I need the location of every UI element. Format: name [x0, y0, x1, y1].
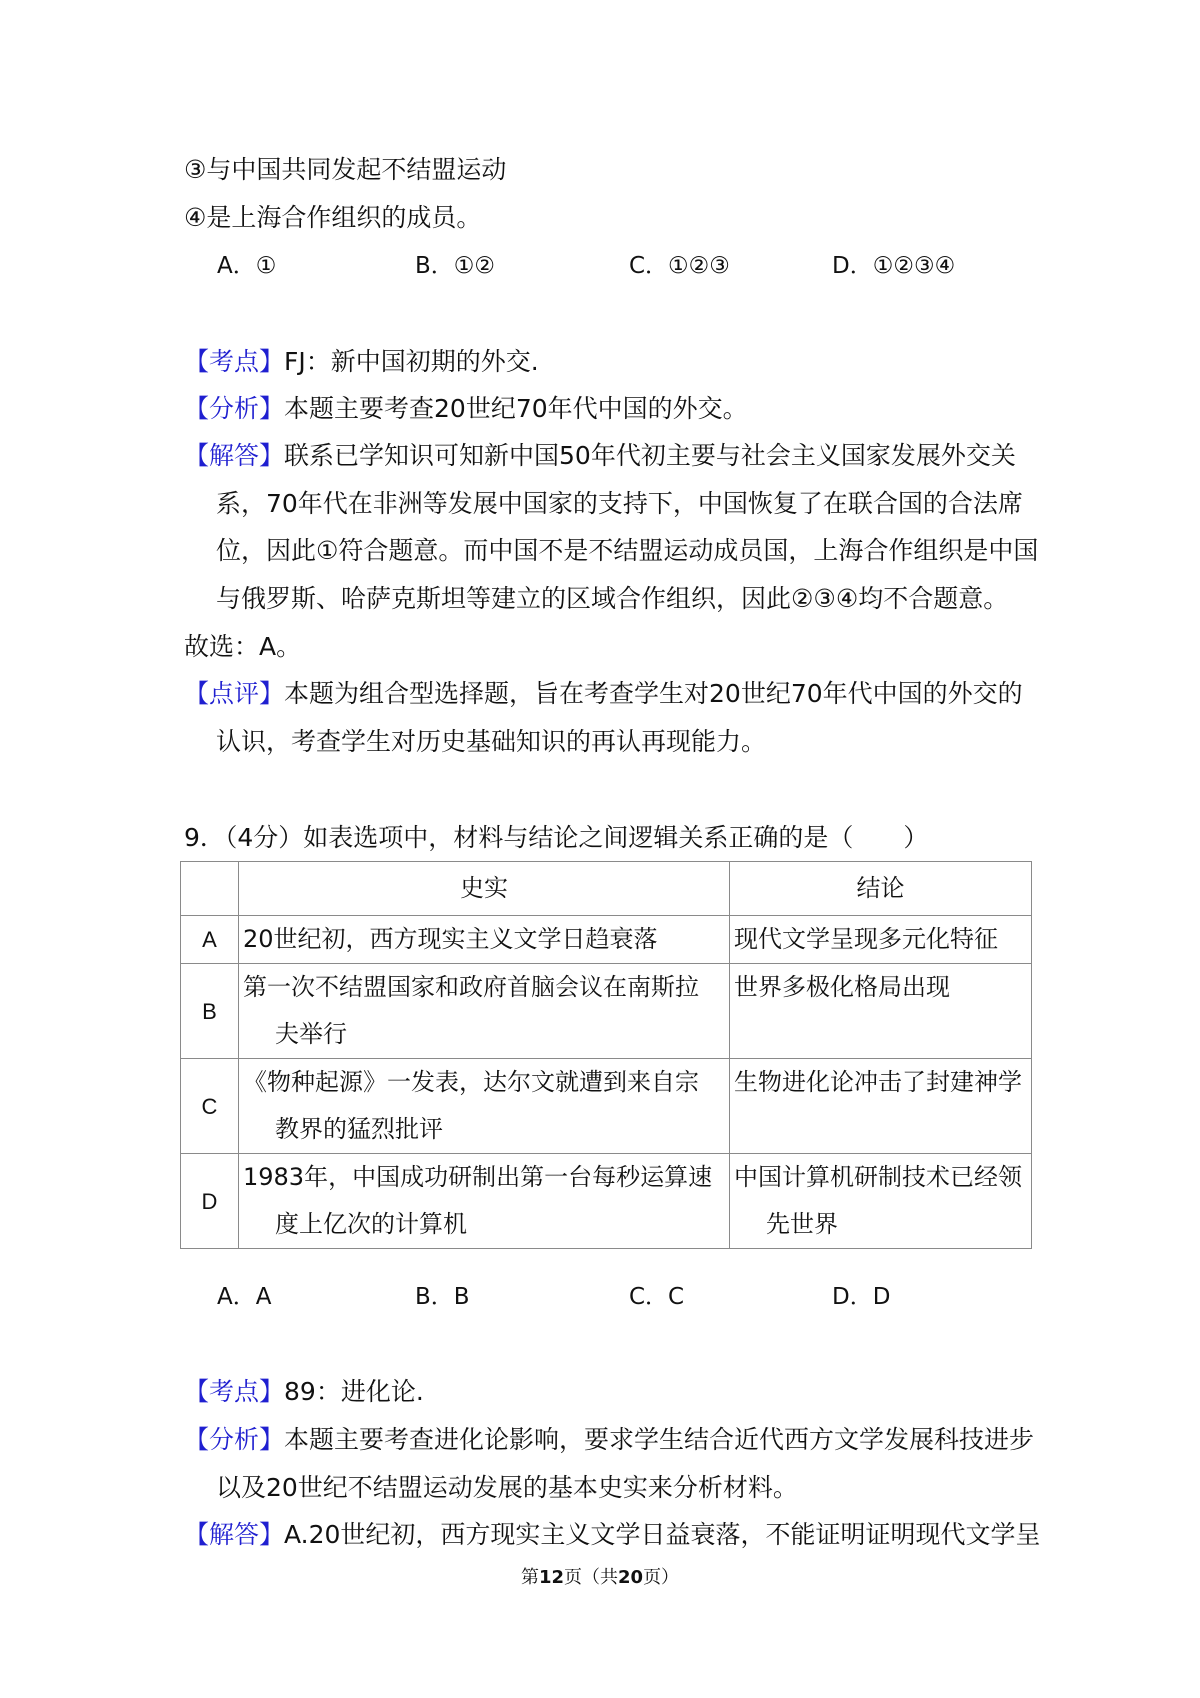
dianping-tag: 【点评】: [184, 679, 285, 708]
jieda-line-4: 与俄罗斯、哈萨克斯坦等建立的区域合作组织，因此②③④均不合题意。: [216, 584, 1009, 613]
footer-suffix: 页）: [643, 1567, 680, 1588]
row-fact: [239, 1154, 730, 1249]
row-letter: A: [181, 916, 239, 964]
fenxi-text: 本题主要考查20世纪70年代中国的外交。: [284, 394, 748, 423]
q9-option-b: B．B: [415, 1284, 470, 1310]
table-header-row: [181, 862, 1032, 916]
row-conclusion: [730, 1154, 1032, 1249]
option-a: A．①: [217, 253, 277, 279]
row-fact: [239, 916, 730, 964]
q9-fenxi-line-2: 以及20世纪不结盟运动发展的基本史实来分析材料。: [216, 1473, 798, 1502]
statement-4: ④是上海合作组织的成员。: [184, 203, 482, 232]
footer-total-pages: 20: [618, 1567, 644, 1588]
table-row: [181, 1059, 1032, 1154]
q9-kaodian-tag: 【考点】: [184, 1377, 285, 1406]
kaodian-text: FJ：新中国初期的外交.: [284, 347, 539, 376]
dianping-line-1: [184, 677, 1023, 711]
footer-mid: 页（共: [564, 1567, 618, 1588]
conclusion-line: 中国计算机研制技术已经领: [734, 1163, 1022, 1191]
guxuan-line: 故选：A。: [184, 632, 302, 661]
conclusion-line: 现代文学呈现多元化特征: [734, 925, 998, 953]
row-letter: C: [181, 1059, 239, 1154]
q9-jieda-line: [184, 1518, 1040, 1552]
q9-kaodian-text: 89：进化论.: [284, 1377, 424, 1406]
option-d: D．①②③④: [832, 253, 956, 279]
q9-option-c: C．C: [629, 1284, 685, 1310]
header-fact: 史实: [239, 862, 730, 916]
option-c: C．①②③: [629, 253, 730, 279]
page-footer: [0, 1566, 1200, 1590]
q9-jieda-text: A.20世纪初，西方现实主义文学日益衰落，不能证明证明现代文学呈: [284, 1520, 1041, 1549]
jieda-tag: 【解答】: [184, 441, 285, 470]
row-conclusion: [730, 964, 1032, 1059]
row-conclusion: [730, 916, 1032, 964]
q9-fenxi-tag: 【分析】: [184, 1425, 285, 1454]
fact-line: 1983年，中国成功研制出第一台每秒运算速: [243, 1163, 713, 1191]
row-letter: D: [181, 1154, 239, 1249]
row-conclusion: [730, 1059, 1032, 1154]
table-row: [181, 964, 1032, 1059]
row-fact: [239, 964, 730, 1059]
footer-prefix: 第: [520, 1567, 539, 1588]
jieda-line-1: [184, 439, 1016, 473]
jieda-line-2: 系，70年代在非洲等发展中国家的支持下，中国恢复了在联合国的合法席: [216, 489, 1023, 518]
header-conclusion: 结论: [730, 862, 1032, 916]
q9-kaodian-line: [184, 1375, 424, 1409]
q9-option-a: A．A: [217, 1284, 272, 1310]
question-9-stem: 9．（4分）如表选项中，材料与结论之间逻辑关系正确的是（ ）: [184, 823, 929, 852]
kaodian-line: [184, 345, 539, 379]
fact-line: 20世纪初，西方现实主义文学日趋衰落: [243, 925, 658, 953]
fact-line: 第一次不结盟国家和政府首脑会议在南斯拉: [243, 973, 699, 1001]
option-b: B．①②: [415, 253, 496, 279]
dianping-line-2: 认识，考查学生对历史基础知识的再认再现能力。: [216, 727, 767, 756]
row-fact: [239, 1059, 730, 1154]
dianping-text-1: 本题为组合型选择题，旨在考查学生对20世纪70年代中国的外交的: [284, 679, 1023, 708]
facts-table: [180, 861, 1032, 1249]
fact-line: 《物种起源》一发表，达尔文就遭到来自宗: [243, 1068, 699, 1096]
conclusion-line: 世界多极化格局出现: [734, 973, 950, 1001]
kaodian-tag: 【考点】: [184, 347, 285, 376]
jieda-text-1: 联系已学知识可知新中国50年代初主要与社会主义国家发展外交关: [284, 441, 1016, 470]
conclusion-line: 先世界: [766, 1210, 838, 1238]
q9-fenxi-text-1: 本题主要考查进化论影响，要求学生结合近代西方文学发展科技进步: [284, 1425, 1035, 1454]
q9-jieda-tag: 【解答】: [184, 1520, 285, 1549]
header-blank: [181, 862, 239, 916]
fact-line: 夫举行: [275, 1020, 347, 1048]
fact-line: 度上亿次的计算机: [275, 1210, 467, 1238]
jieda-line-3: 位，因此①符合题意。而中国不是不结盟运动成员国，上海合作组织是中国: [216, 536, 1039, 565]
q9-option-d: D．D: [832, 1284, 891, 1310]
footer-page-number: 12: [538, 1567, 564, 1588]
statement-3: ③与中国共同发起不结盟运动: [184, 155, 507, 184]
row-letter: B: [181, 964, 239, 1059]
fact-line: 教界的猛烈批评: [275, 1115, 443, 1143]
conclusion-line: 生物进化论冲击了封建神学: [734, 1068, 1022, 1096]
fenxi-tag: 【分析】: [184, 394, 285, 423]
table-row: [181, 1154, 1032, 1249]
table-row: [181, 916, 1032, 964]
q9-fenxi-line-1: [184, 1423, 1034, 1457]
fenxi-line: [184, 392, 748, 426]
